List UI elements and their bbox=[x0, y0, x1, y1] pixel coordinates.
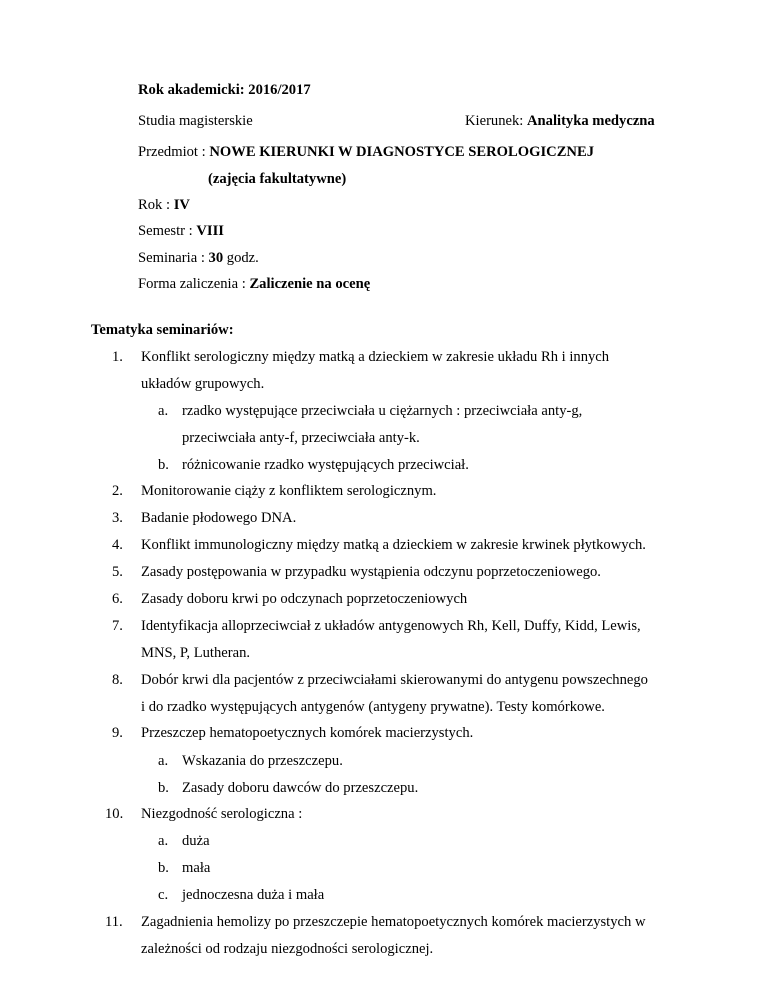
topic-6: 6. Zasady doboru krwi po odczynach poprzetoczeniowych bbox=[112, 591, 468, 607]
topic-1-cont: układów grupowych. bbox=[141, 376, 265, 392]
topic-2: 2. Monitorowanie ciąży z konfliktem serologicznym. bbox=[112, 483, 437, 499]
topic-1a-cont: przeciwciała anty-f, przeciwciała anty-k. bbox=[182, 430, 420, 446]
topic-4: 4. Konflikt immunologiczny między matką a dzieckiem w zakresie krwinek płytkowych. bbox=[112, 537, 646, 553]
studies-type: Studia magisterskie bbox=[138, 113, 253, 129]
topic-1: 1. Konflikt serologiczny między matką a dzieckiem w zakresie układu Rh i innych bbox=[112, 349, 610, 365]
topic-10b: b. mała bbox=[158, 860, 211, 876]
topic-8: 8. Dobór krwi dla pacjentów z przeciwciałami skierowanymi do antygenu powszechnego bbox=[112, 672, 648, 688]
topic-7: 7. Identyfikacja alloprzeciwciał z układów antygenowych Rh, Kell, Duffy, Kidd, Lewis, bbox=[112, 618, 641, 634]
topic-10: 10. Niezgodność serologiczna : bbox=[105, 806, 303, 822]
form-of-credit: Forma zaliczenia : Zaliczenie na ocenę bbox=[138, 276, 371, 292]
academic-year: Rok akademicki: 2016/2017 bbox=[138, 82, 311, 98]
seminars: Seminaria : 30 godz. bbox=[138, 250, 259, 266]
topic-8-cont: i do rzadko występujących antygenów (antygeny prywatne). Testy komórkowe. bbox=[141, 699, 605, 715]
direction: Kierunek: Analityka medyczna bbox=[465, 113, 655, 129]
topic-10a: a. duża bbox=[158, 833, 210, 849]
year: Rok : IV bbox=[138, 197, 190, 213]
topic-5: 5. Zasady postępowania w przypadku wystąpienia odczynu poprzetoczeniowego. bbox=[112, 564, 601, 580]
topic-9b: b. Zasady doboru dawców do przeszczepu. bbox=[158, 780, 419, 796]
semester: Semestr : VIII bbox=[138, 223, 224, 239]
topic-10c: c. jednoczesna duża i mała bbox=[158, 887, 325, 903]
topic-1b: b. różnicowanie rzadko występujących przeciwciał. bbox=[158, 457, 469, 473]
topic-11: 11. Zagadnienia hemolizy po przeszczepie hematopoetycznych komórek macierzystych w bbox=[105, 914, 646, 930]
topic-7-cont: MNS, P, Lutheran. bbox=[141, 645, 251, 661]
topic-11-cont: zależności od rodzaju niezgodności serologicznej. bbox=[141, 941, 434, 957]
subject-note: (zajęcia fakultatywne) bbox=[208, 171, 347, 187]
subject: Przedmiot : NOWE KIERUNKI W DIAGNOSTYCE SEROLOGICZNEJ bbox=[138, 144, 594, 160]
topic-1a: a. rzadko występujące przeciwciała u ciężarnych : przeciwciała anty-g, bbox=[158, 403, 583, 419]
topic-9: 9. Przeszczep hematopoetycznych komórek macierzystych. bbox=[112, 725, 474, 741]
topics-title: Tematyka seminariów: bbox=[91, 322, 234, 338]
topic-9a: a. Wskazania do przeszczepu. bbox=[158, 753, 343, 769]
topic-3: 3. Badanie płodowego DNA. bbox=[112, 510, 297, 526]
